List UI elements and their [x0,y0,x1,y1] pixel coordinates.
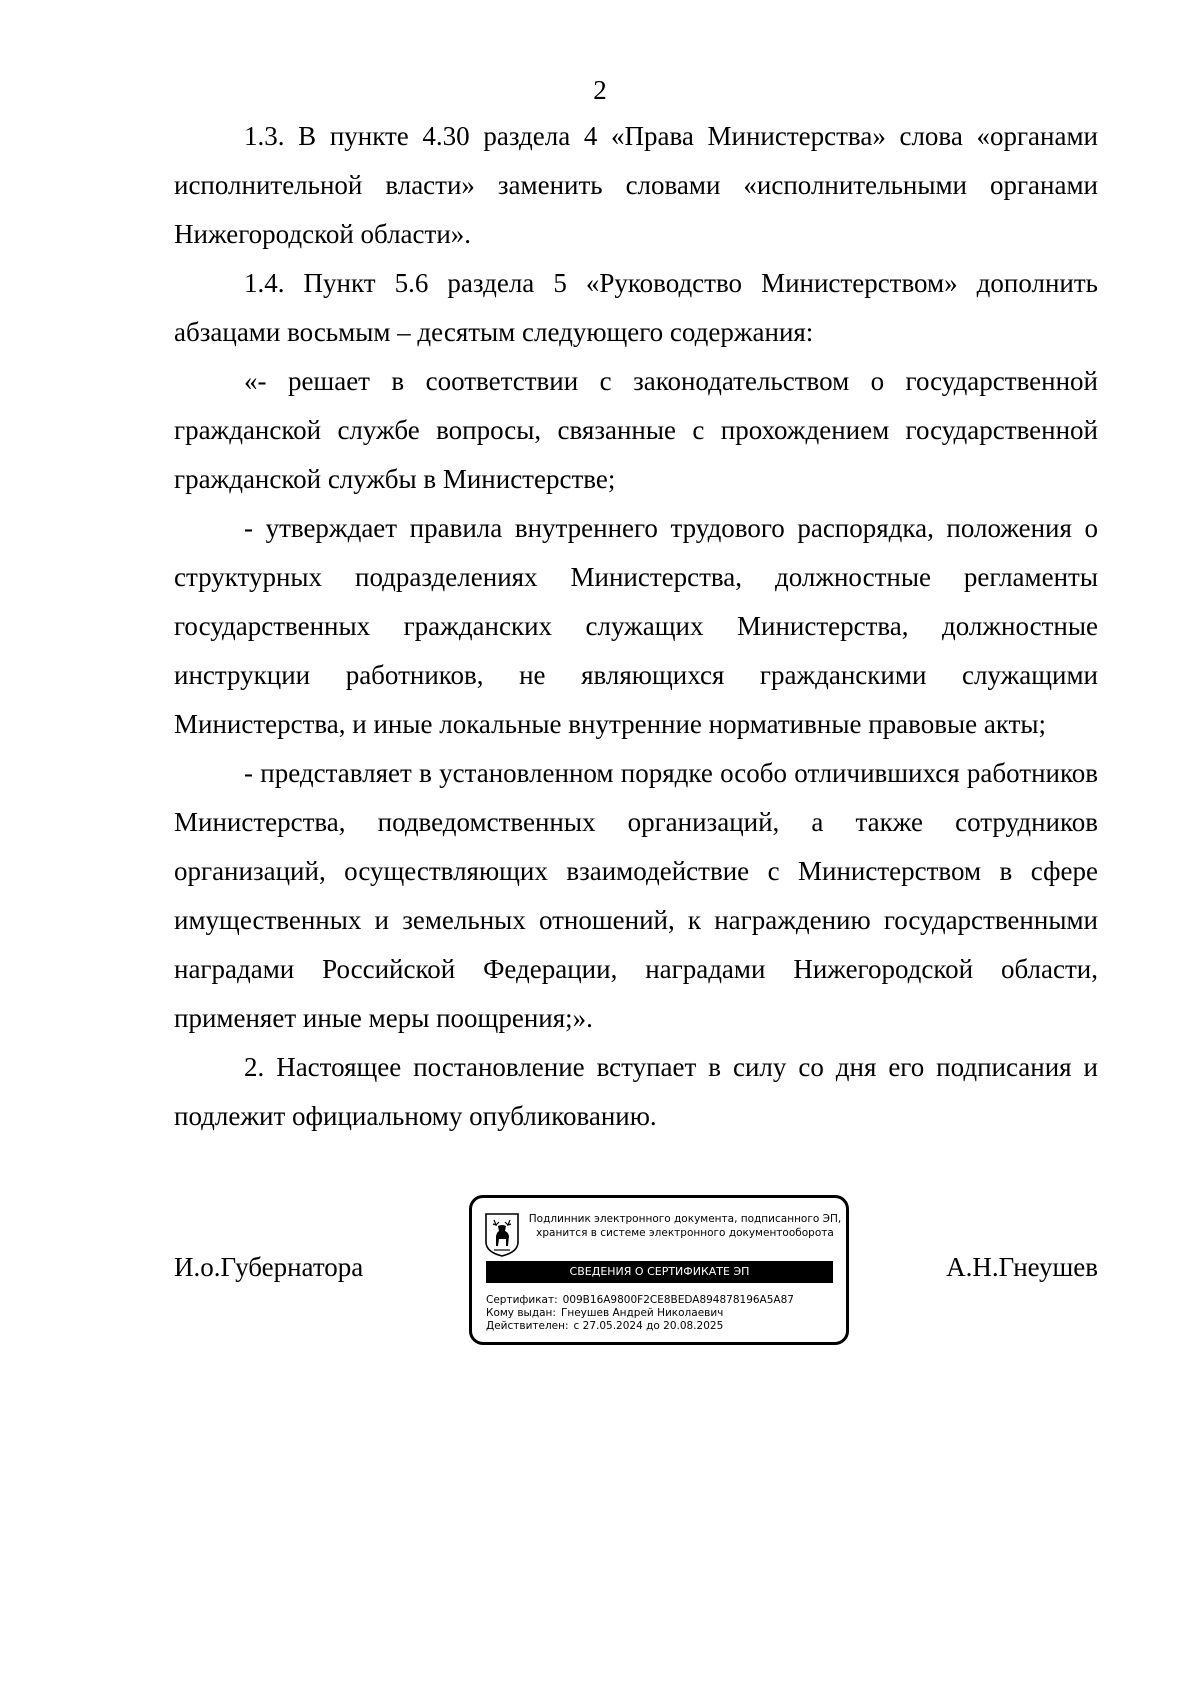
stamp-title-bar: СВЕДЕНИЯ О СЕРТИФИКАТЕ ЭП [486,1261,833,1283]
page-number: 2 [593,75,607,105]
document-body [174,112,1098,1141]
stamp-header-line-2: хранится в системе электронного документооборота [536,1227,834,1239]
electronic-signature-stamp [469,1195,849,1345]
stamp-certificate-info [486,1294,833,1333]
certificate-label: Сертификат: [486,1294,558,1306]
deer-emblem-icon [484,1212,520,1258]
stamp-header-line-1: Подлинник электронного документа, подписанного ЭП, [528,1213,842,1225]
signer-name: А.Н.Гнеушев [946,1252,1098,1282]
issued-to-value: Гнеушев Андрей Николаевич [560,1307,724,1319]
valid-label: Действителен: [486,1320,569,1332]
paragraph-abzac-10: - представляет в установленном порядке особо отличившихся работников Министерства, подведомственных организаций, а также сотрудников организаций, осуществляющих взаимодействие с Министерством в сфере имущественных и земельных отношений, к награждению государственными наградами Российской Федерации, наградами Нижегородской области, применяет иные меры поощрения;». [174,758,1098,1033]
paragraph-abzac-8: «- решает в соответствии с законодательством о государственной гражданской службе вопросы, связанные с прохождением государственной гражданской службы в Министерстве; [174,366,1098,494]
stamp-header [526,1212,844,1240]
stamp-issued-to-line [486,1307,833,1320]
issued-to-label: Кому выдан: [486,1307,556,1319]
paragraph-2: 2. Настоящее постановление вступает в силу со дня его подписания и подлежит официальному опубликованию. [174,1052,1098,1131]
stamp-certificate-line [486,1294,833,1307]
certificate-value: 009B16A9800F2CE8BEDA894878196A5A87 [562,1294,794,1306]
paragraph-1-4: 1.4. Пункт 5.6 раздела 5 «Руководство Министерством» дополнить абзацами восьмым – десятым следующего содержания: [174,268,1098,347]
paragraph-abzac-9: - утверждает правила внутреннего трудового распорядка, положения о структурных подразделениях Министерства, должностные регламенты государственных гражданских служащих Министерства, должностные инструкции работников, не являющихся гражданскими служащими Министерства, и иные локальные внутренние нормативные правовые акты; [174,513,1098,739]
paragraph-1-3: 1.3. В пункте 4.30 раздела 4 «Права Министерства» слова «органами исполнительной власти» заменить словами «исполнительными органами Нижегородской области». [174,121,1098,249]
valid-value: с 27.05.2024 до 20.08.2025 [573,1320,724,1332]
signer-position: И.о.Губернатора [174,1252,364,1282]
stamp-valid-line [486,1320,833,1333]
signature-block [174,1195,1098,1355]
